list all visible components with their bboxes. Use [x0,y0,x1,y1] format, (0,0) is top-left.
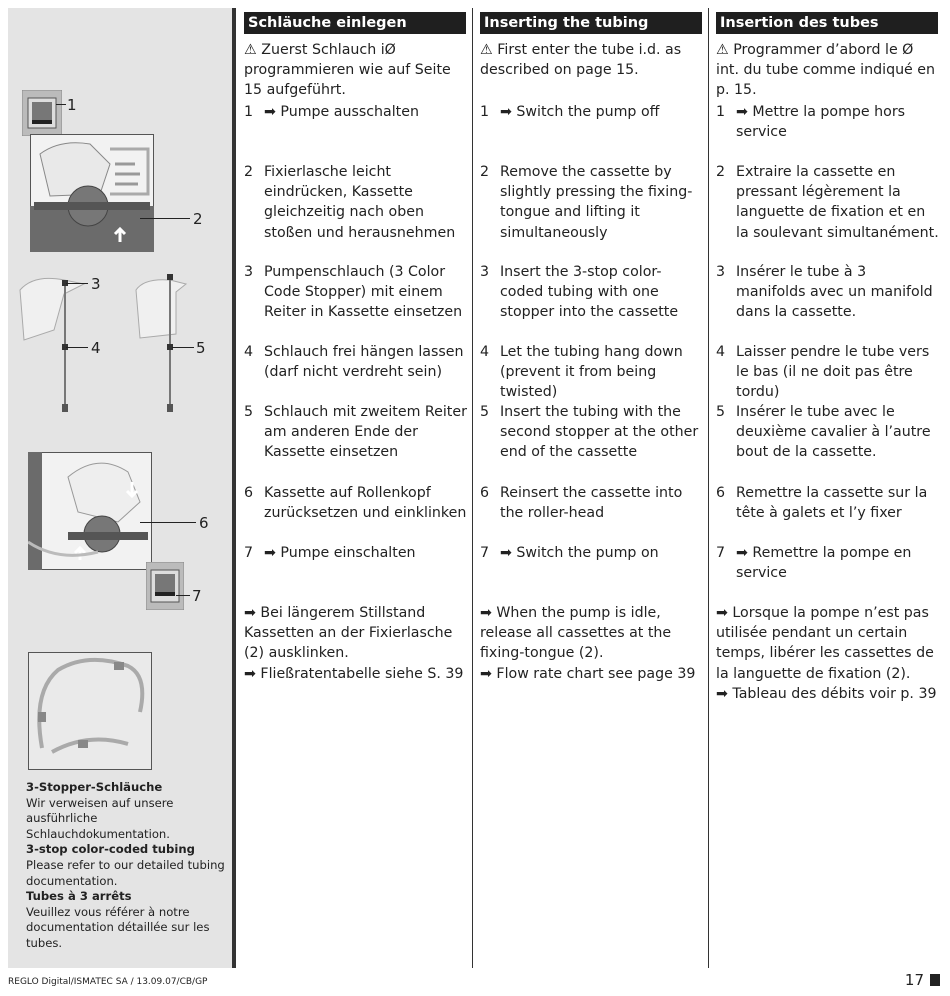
step-item [480,483,704,523]
warning-icon: ⚠ [716,42,729,58]
intro-note [716,40,940,101]
step-number: 7 [716,545,726,561]
step-item [716,543,940,583]
intro-note [244,40,468,101]
step-text: Fixierlasche leicht eindrücken, Kassette gleichzeitig nach oben stoßen und herausnehmen [264,164,456,241]
callout-7: 7 [192,587,202,605]
step-number: 7 [244,545,254,561]
step-number: 3 [244,264,254,280]
step-number: 3 [716,264,726,280]
step-number: 2 [244,164,254,180]
step-number: 3 [480,264,490,280]
step-item [244,402,468,463]
step-text: Schlauch frei hängen lassen (darf nicht verdreht sein) [264,344,464,381]
step-text: Insert the 3-stop color-coded tubing with one stopper into the cassette [500,264,679,321]
step-item [716,483,940,523]
arrow-icon: ➡ [716,605,728,621]
callout-4: 4 [91,339,101,357]
notes-block [244,603,468,684]
step-item [244,102,468,122]
step-item [480,342,704,403]
step-item [244,342,468,382]
step-number: 5 [716,404,726,420]
arrow-icon: ➡ [500,545,512,561]
step-item [480,262,704,323]
tubing-photo [28,652,152,770]
step-item [244,162,468,243]
step-text: Reinsert the cassette into the roller-head [500,485,683,522]
arrow-icon: ➡ [264,104,276,120]
step-number: 1 [244,104,254,120]
arrow-icon: ➡ [480,665,492,682]
step-text: Remettre la cassette sur la tête à galets et l’y fixer [736,485,928,522]
notes-block [716,603,940,704]
step-number: 4 [480,344,490,360]
column-header: Schläuche einlegen [244,12,466,34]
step-number: 6 [716,485,726,501]
step-item [244,483,468,523]
step-item [716,102,940,142]
flow-rate-note: Tableau des débits voir p. 39 [732,685,937,702]
warning-icon: ⚠ [244,42,257,58]
callout-3: 3 [91,275,101,293]
callout-5: 5 [196,339,206,357]
step-text: Switch the pump off [516,104,660,120]
footer-reference: REGLO Digital/ISMATEC SA / 13.09.07/CB/GP [8,977,208,987]
tubing-cassette-left-image [14,270,94,416]
step-text: Let the tubing hang down (prevent it from being twisted) [500,344,683,401]
intro-note [480,40,704,80]
column-header: Insertion des tubes [716,12,938,34]
page-marker [930,974,940,986]
idle-note: Lorsque la pompe n’est pas utilisée pendant un certain temps, libérer les cassettes de la languette de fixation (2). [716,605,934,682]
tubing-caption [26,780,226,952]
intro-text: Programmer d’abord le Ø int. du tube comme indiqué en p. 15. [716,42,936,99]
step-item [480,543,704,563]
step-number: 4 [244,344,254,360]
column-divider-2 [708,8,709,968]
page-number: 17 [904,971,924,989]
step-item [244,543,468,563]
arrow-icon: ➡ [736,104,748,120]
step-number: 2 [480,164,490,180]
caption-fr-text: Veuillez vous référer à notre documentation détaillée sur les tubes. [26,904,210,950]
callout-6: 6 [199,514,209,532]
step-text: Laisser pendre le tube vers le bas (il ne doit pas être tordu) [736,344,930,401]
caption-en-text: Please refer to our detailed tubing documentation. [26,857,225,888]
pump-switch-off-image [22,90,62,136]
step-number: 1 [716,104,726,120]
step-text: Kassette auf Rollenkopf zurücksetzen und einklinken [264,485,467,522]
step-text: Extraire la cassette en pressant légèrement la languette de fixation et en la soulevant simultanément. [736,164,939,241]
column-french [716,12,939,702]
idle-note: Bei längerem Stillstand Kassetten an der Fixierlasche (2) ausklinken. [244,605,453,662]
idle-note: When the pump is idle, release all cassettes at the fixing-tongue (2). [480,605,672,662]
step-text: Schlauch mit zweitem Reiter am anderen Ende der Kassette einsetzen [264,404,467,461]
step-text: Pumpe einschalten [280,545,416,561]
step-number: 1 [480,104,490,120]
caption-en-title: 3-stop color-coded tubing [26,842,195,857]
pump-switch-on-image [146,562,184,610]
column-divider-1 [472,8,473,968]
step-item [716,402,940,463]
step-text: Remove the cassette by slightly pressing the fixing-tongue and lifting it simultaneously [500,164,693,241]
flow-rate-note: Fließratentabelle siehe S. 39 [260,665,464,682]
caption-de-text: Wir verweisen auf unsere ausführliche Schlauchdokumentation. [26,795,174,841]
arrow-icon: ➡ [264,545,276,561]
step-number: 7 [480,545,490,561]
step-item [716,162,940,243]
step-number: 6 [244,485,254,501]
arrow-icon: ➡ [500,104,512,120]
step-item [480,162,704,243]
callout-2: 2 [193,210,203,228]
arrow-icon: ➡ [736,545,748,561]
tubing-cassette-right-image [130,270,194,416]
flow-rate-note: Flow rate chart see page 39 [496,665,696,682]
step-item [716,342,940,403]
step-item [480,402,704,463]
caption-de-title: 3-Stopper-Schläuche [26,780,163,794]
step-item [716,262,940,323]
column-german [244,12,467,682]
cassette-removal-image [30,134,154,252]
notes-block [480,603,704,684]
step-text: Remettre la pompe en service [736,545,912,582]
step-number: 5 [244,404,254,420]
column-english [480,12,702,682]
step-item [480,102,704,122]
step-text: Switch the pump on [516,545,659,561]
step-text: Insert the tubing with the second stopper at the other end of the cassette [500,404,699,461]
step-text: Pumpenschlauch (3 Color Code Stopper) mit einem Reiter in Kassette einsetzen [264,264,463,321]
intro-text: Zuerst Schlauch iØ programmieren wie auf Seite 15 aufgeführt. [244,42,451,99]
warning-icon: ⚠ [480,42,493,58]
step-text: Insérer le tube avec le deuxième cavalier à l’autre bout de la cassette. [736,404,931,461]
step-item [244,262,468,323]
step-number: 2 [716,164,726,180]
step-text: Insérer le tube à 3 manifolds avec un manifold dans la cassette. [736,264,933,321]
step-number: 6 [480,485,490,501]
step-text: Mettre la pompe hors service [736,104,906,141]
intro-text: First enter the tube i.d. as described on page 15. [480,42,682,79]
arrow-icon: ➡ [244,605,256,621]
cassette-reinsert-image [28,452,152,570]
step-number: 4 [716,344,726,360]
step-text: Pumpe ausschalten [280,104,419,120]
arrow-icon: ➡ [716,685,728,702]
caption-fr-title: Tubes à 3 arrêts [26,889,132,904]
sidebar-divider [232,8,236,968]
step-number: 5 [480,404,490,420]
callout-1: 1 [67,96,77,114]
arrow-icon: ➡ [244,665,256,682]
column-header: Inserting the tubing [480,12,702,34]
arrow-icon: ➡ [480,605,492,621]
